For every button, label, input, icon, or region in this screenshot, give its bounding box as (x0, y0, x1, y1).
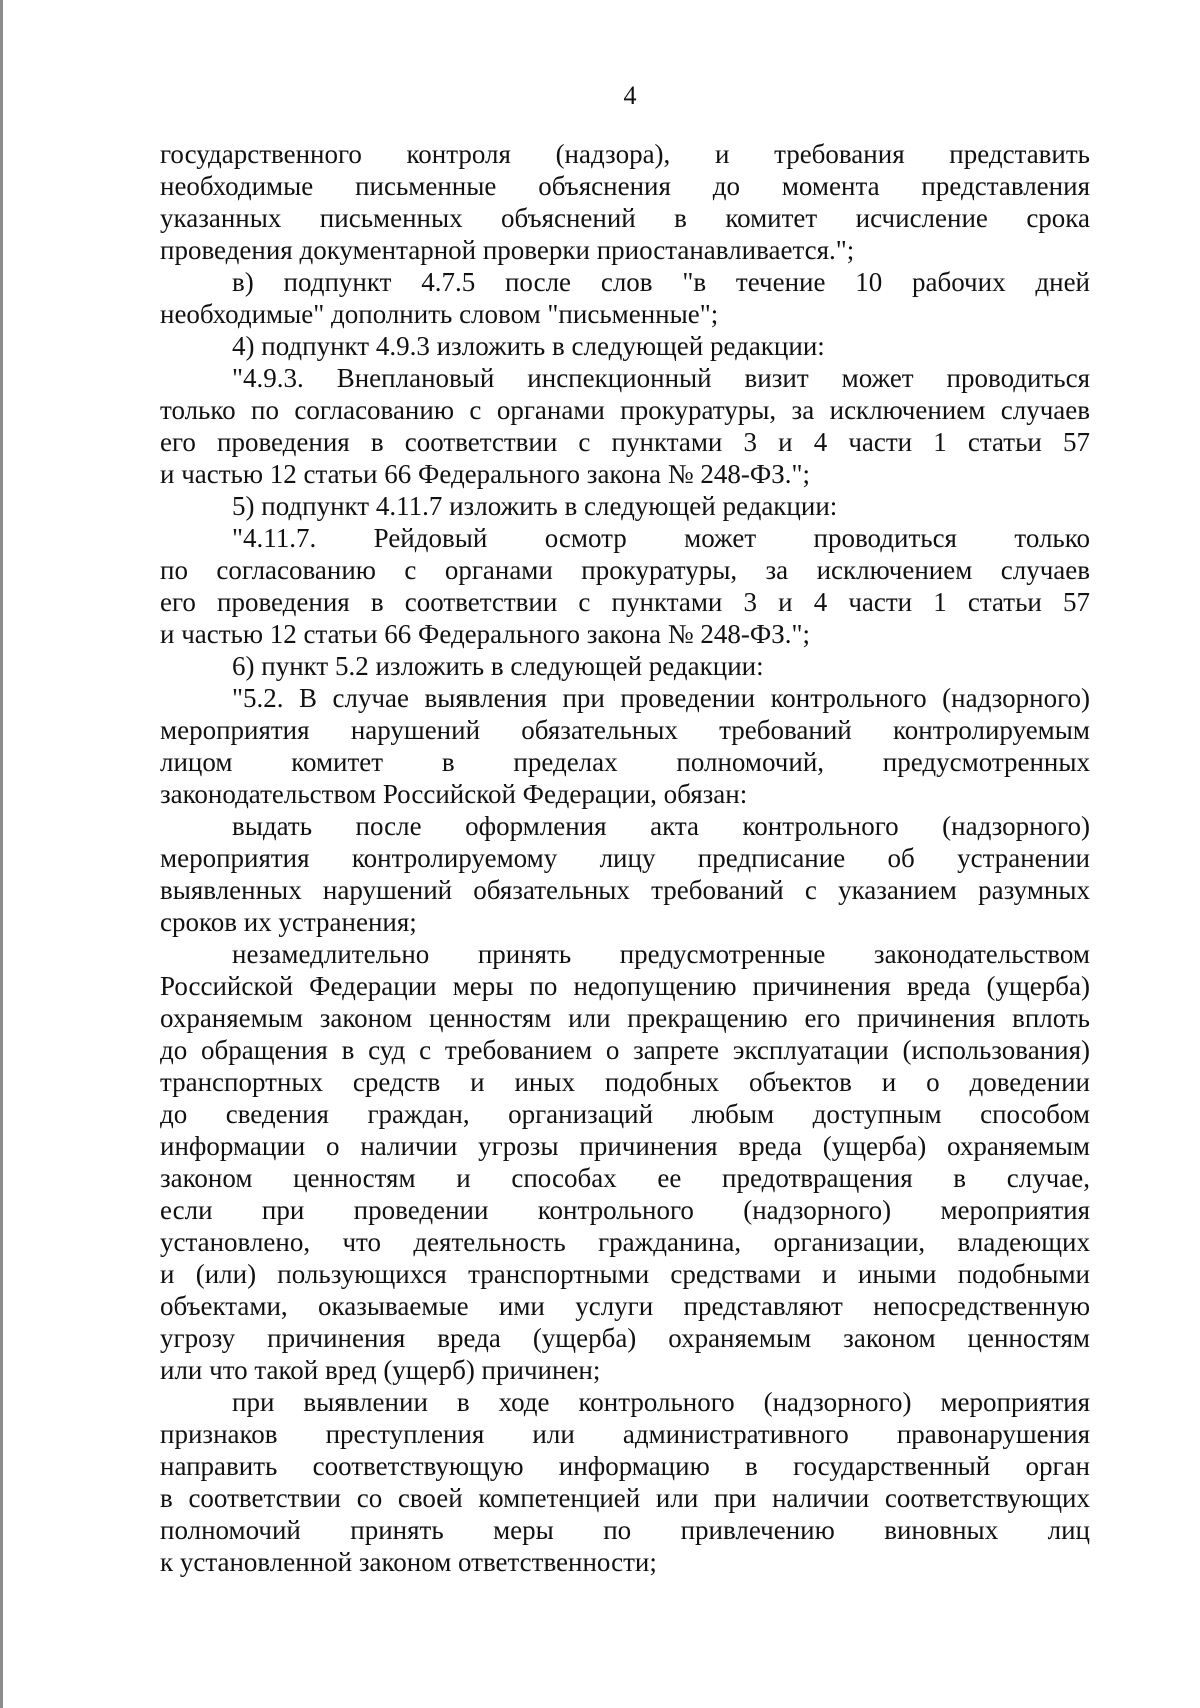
text-line: "5.2. В случае выявления при проведении контрольного (надзорного) (232, 683, 1090, 713)
page-number: 4 (623, 81, 637, 110)
text-line: выявленных нарушений обязательных требований с указанием разумных (160, 875, 1090, 905)
text-line: его проведения в соответствии с пунктами 3 и 4 части 1 статьи 57 (160, 427, 1090, 457)
text-line: признаков преступления или административного правонарушения (160, 1419, 1090, 1449)
text-line: его проведения в соответствии с пунктами 3 и 4 части 1 статьи 57 (160, 587, 1090, 617)
text-line: охраняемым законом ценностям или прекращению его причинения вплоть (160, 1003, 1090, 1033)
text-line: и (или) пользующихся транспортными средствами и иными подобными (160, 1259, 1090, 1289)
text-line: информации о наличии угрозы причинения вреда (ущерба) охраняемым (160, 1131, 1090, 1161)
text-line: Российской Федерации меры по недопущению причинения вреда (ущерба) (160, 971, 1090, 1001)
text-line: "4.9.3. Внеплановый инспекционный визит может проводиться (232, 363, 1090, 393)
text-line: необходимые письменные объяснения до момента представления (160, 171, 1090, 201)
text-line: в) подпункт 4.7.5 после слов "в течение 10 рабочих дней (232, 267, 1090, 297)
text-line: при выявлении в ходе контрольного (надзорного) мероприятия (232, 1387, 1090, 1417)
text-line: только по согласованию с органами прокуратуры, за исключением случаев (160, 395, 1090, 425)
text-line: лицом комитет в пределах полномочий, предусмотренных (160, 747, 1090, 777)
text-line: "4.11.7. Рейдовый осмотр может проводиться только (232, 523, 1090, 553)
text-line: 5) подпункт 4.11.7 изложить в следующей редакции: (232, 491, 838, 521)
text-line: полномочий принять меры по привлечению виновных лиц (160, 1515, 1090, 1545)
text-line: угрозу причинения вреда (ущерба) охраняемым законом ценностям (160, 1323, 1090, 1353)
text-line: объектами, оказываемые ими услуги представляют непосредственную (160, 1291, 1090, 1321)
text-line: проведения документарной проверки приостанавливается."; (160, 235, 855, 265)
text-line: в соответствии со своей компетенцией или при наличии соответствующих (160, 1483, 1090, 1513)
text-line: направить соответствующую информацию в государственный орган (160, 1451, 1090, 1481)
text-line: и частью 12 статьи 66 Федерального закона № 248-ФЗ."; (160, 619, 810, 649)
text-line: мероприятия контролируемому лицу предписание об устранении (160, 843, 1090, 873)
text-line: если при проведении контрольного (надзорного) мероприятия (160, 1195, 1090, 1225)
text-line: до сведения граждан, организаций любым доступным способом (160, 1099, 1090, 1129)
text-line: незамедлительно принять предусмотренные законодательством (232, 939, 1090, 969)
text-line: к установленной законом ответственности; (160, 1547, 657, 1577)
text-line: выдать после оформления акта контрольного (надзорного) (232, 811, 1090, 841)
text-line: до обращения в суд с требованием о запрете эксплуатации (использования) (160, 1035, 1090, 1065)
document-body (160, 138, 1090, 1578)
text-line: установлено, что деятельность гражданина, организации, владеющих (160, 1227, 1090, 1257)
text-line: транспортных средств и иных подобных объектов и о доведении (160, 1067, 1090, 1097)
scan-left-edge (0, 0, 3, 1708)
text-line: указанных письменных объяснений в комитет исчисление срока (160, 203, 1090, 233)
text-line: государственного контроля (надзора), и требования представить (160, 139, 1090, 169)
text-line: 6) пункт 5.2 изложить в следующей редакции: (232, 651, 764, 681)
text-line: по согласованию с органами прокуратуры, за исключением случаев (160, 555, 1090, 585)
text-line: мероприятия нарушений обязательных требований контролируемым (160, 715, 1090, 745)
text-line: 4) подпункт 4.9.3 изложить в следующей редакции: (232, 331, 825, 361)
text-line: сроков их устранения; (160, 907, 417, 937)
text-line: и частью 12 статьи 66 Федерального закона № 248-ФЗ."; (160, 459, 810, 489)
text-line: или что такой вред (ущерб) причинен; (160, 1355, 601, 1385)
text-line: законодательством Российской Федерации, обязан: (160, 779, 748, 809)
text-line: необходимые" дополнить словом "письменные"; (160, 299, 719, 329)
text-line: законом ценностям и способах ее предотвращения в случае, (160, 1163, 1090, 1193)
